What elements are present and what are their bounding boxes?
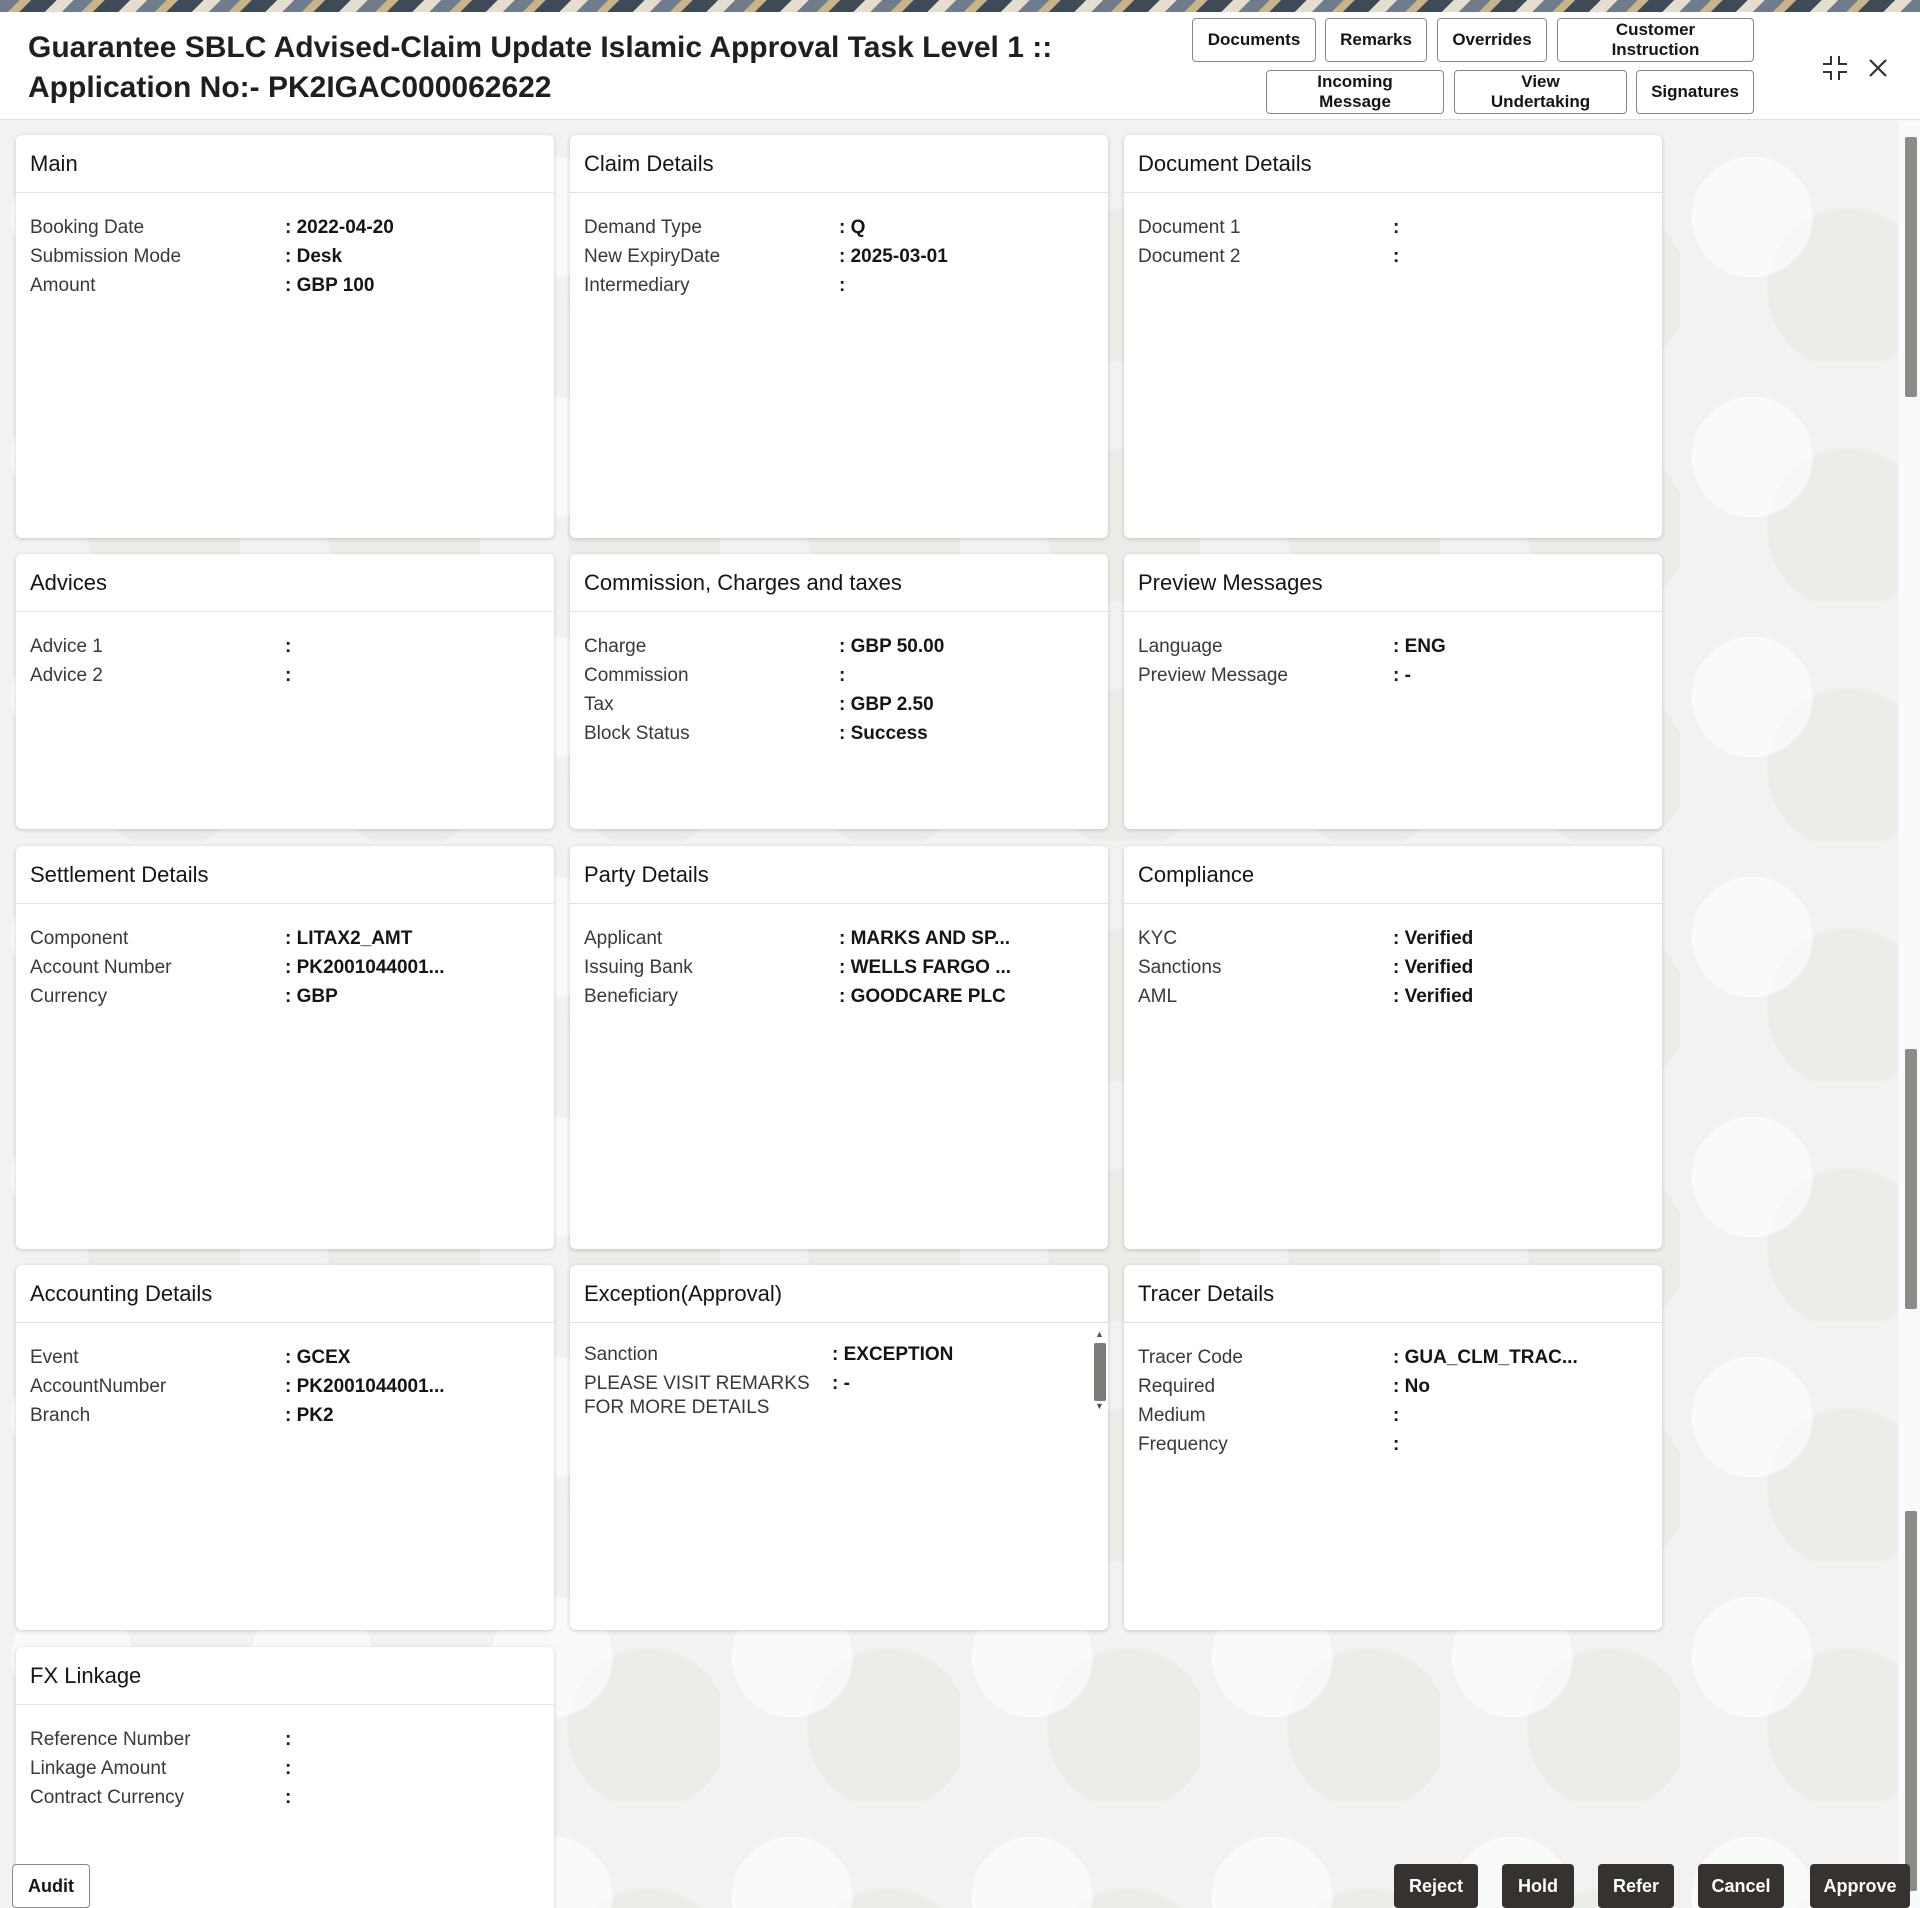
field-label: Medium — [1138, 1405, 1206, 1426]
card-title: Settlement Details — [16, 846, 554, 904]
field-label: Document 1 — [1138, 217, 1241, 238]
commission-charges-card — [570, 554, 1108, 829]
field-value: : GBP — [285, 986, 338, 1007]
field-label: Account Number — [30, 957, 172, 978]
field-value: : Q — [839, 217, 866, 238]
card-title: Commission, Charges and taxes — [570, 554, 1108, 612]
field-value: : — [1393, 1434, 1400, 1455]
field-label: Booking Date — [30, 217, 145, 238]
party-details-card — [570, 846, 1108, 1249]
main-card — [16, 135, 554, 538]
scroll-thumb[interactable] — [1905, 1049, 1917, 1309]
field-label: AML — [1138, 986, 1178, 1007]
field-row — [584, 924, 1094, 953]
field-value: : MARKS AND SP... — [839, 928, 1011, 949]
field-label: Intermediary — [584, 275, 690, 296]
field-label: Tracer Code — [1138, 1347, 1243, 1368]
field-value: : GBP 100 — [285, 275, 375, 296]
field-label: Advice 2 — [30, 665, 103, 686]
field-value: : — [285, 636, 292, 657]
customer-instruction-button[interactable]: Customer Instruction — [1557, 18, 1754, 62]
field-value: : — [285, 665, 292, 686]
field-label: Currency — [30, 986, 108, 1007]
field-row — [1138, 1372, 1648, 1401]
card-title: Advices — [16, 554, 554, 612]
field-label: Block Status — [584, 723, 690, 744]
top-decorative-strip — [0, 0, 1920, 12]
remarks-button[interactable]: Remarks — [1325, 18, 1427, 62]
scroll-thumb[interactable] — [1905, 1511, 1917, 1891]
card-title: FX Linkage — [16, 1647, 554, 1705]
field-row — [584, 632, 1094, 661]
scroll-thumb[interactable] — [1094, 1343, 1106, 1401]
card-title: Document Details — [1124, 135, 1662, 193]
field-label: Language — [1138, 636, 1223, 657]
field-value: : Desk — [285, 246, 343, 267]
card-title: Tracer Details — [1124, 1265, 1662, 1323]
field-label: Amount — [30, 275, 96, 296]
field-row — [584, 719, 1094, 748]
overrides-button[interactable]: Overrides — [1437, 18, 1547, 62]
field-value: : 2025-03-01 — [839, 246, 948, 267]
field-value: : GOODCARE PLC — [839, 986, 1006, 1007]
fx-linkage-card — [16, 1647, 554, 1908]
field-row — [1138, 1430, 1648, 1459]
field-label: Preview Message — [1138, 665, 1288, 686]
field-value: : Success — [839, 723, 928, 744]
audit-button[interactable]: Audit — [12, 1864, 90, 1908]
field-value: : LITAX2_AMT — [285, 928, 413, 949]
field-row — [30, 1783, 540, 1812]
field-row — [1138, 661, 1648, 690]
field-row — [1138, 632, 1648, 661]
field-row — [30, 1372, 540, 1401]
cancel-button[interactable]: Cancel — [1698, 1864, 1784, 1908]
field-row — [30, 1343, 540, 1372]
card-title: Main — [16, 135, 554, 193]
field-row — [1138, 953, 1648, 982]
page-title-line-1: Guarantee SBLC Advised-Claim Update Islamic Approval Task Level 1 :: — [28, 31, 1053, 64]
field-label: New ExpiryDate — [584, 246, 721, 267]
field-value: : Verified — [1393, 928, 1474, 949]
card-title: Claim Details — [570, 135, 1108, 193]
field-value: : GBP 50.00 — [839, 636, 945, 657]
field-label: Sanctions — [1138, 957, 1222, 978]
field-label: Event — [30, 1347, 79, 1368]
exception-list[interactable] — [570, 1323, 1108, 1418]
field-value: : PK2001044001... — [285, 957, 445, 978]
field-value: : — [839, 665, 846, 686]
field-row — [30, 924, 540, 953]
field-row — [584, 953, 1094, 982]
field-row — [30, 1401, 540, 1430]
page-title — [28, 28, 1148, 108]
hold-button[interactable]: Hold — [1502, 1864, 1574, 1908]
field-value: : No — [1393, 1376, 1430, 1397]
field-row — [584, 690, 1094, 719]
field-row — [584, 271, 1094, 300]
field-row — [1138, 213, 1648, 242]
field-value: : — [1393, 1405, 1400, 1426]
field-label: Required — [1138, 1376, 1216, 1397]
field-row — [1138, 242, 1648, 271]
field-label: Contract Currency — [30, 1787, 185, 1808]
main-content — [0, 121, 1898, 1908]
close-icon[interactable] — [1860, 50, 1896, 86]
incoming-message-button[interactable]: Incoming Message — [1266, 70, 1444, 114]
field-label: Reference Number — [30, 1729, 191, 1750]
field-row — [1138, 924, 1648, 953]
approve-button[interactable]: Approve — [1810, 1864, 1910, 1908]
field-label: Tax — [584, 694, 614, 715]
field-row — [584, 982, 1094, 1011]
field-row — [584, 242, 1094, 271]
field-value: : — [1393, 246, 1400, 267]
field-value: : — [1393, 217, 1400, 238]
view-undertaking-button[interactable]: View Undertaking — [1454, 70, 1627, 114]
field-value: : — [285, 1729, 292, 1750]
field-label: Issuing Bank — [584, 957, 693, 978]
field-value: : — [285, 1758, 292, 1779]
field-row — [30, 632, 540, 661]
documents-button[interactable]: Documents — [1192, 18, 1316, 62]
field-label: Component — [30, 928, 129, 949]
reject-button[interactable]: Reject — [1394, 1864, 1478, 1908]
field-value: : PK2001044001... — [285, 1376, 445, 1397]
field-value: : Verified — [1393, 986, 1474, 1007]
field-value: : - — [832, 1373, 850, 1394]
field-row — [30, 661, 540, 690]
compliance-card — [1124, 846, 1662, 1249]
preview-messages-card — [1124, 554, 1662, 829]
settlement-details-card — [16, 846, 554, 1249]
field-label: Applicant — [584, 928, 663, 949]
exception-approval-card — [570, 1265, 1108, 1630]
claim-details-card — [570, 135, 1108, 538]
field-row — [30, 1754, 540, 1783]
field-label: KYC — [1138, 928, 1178, 949]
field-label: Submission Mode — [30, 246, 182, 267]
field-value: : — [839, 275, 846, 296]
document-details-card — [1124, 135, 1662, 538]
field-label: Advice 1 — [30, 636, 103, 657]
field-row — [1138, 1401, 1648, 1430]
field-label: PLEASE VISIT REMARKS FOR MORE DETAILS — [584, 1373, 810, 1418]
field-row — [30, 213, 540, 242]
field-value: : Verified — [1393, 957, 1474, 978]
scroll-thumb[interactable] — [1905, 137, 1917, 397]
field-row — [584, 661, 1094, 690]
field-label: Branch — [30, 1405, 91, 1426]
field-row — [584, 213, 1094, 242]
field-label: Demand Type — [584, 217, 702, 238]
page-title-line-2: Application No:- PK2IGAC000062622 — [28, 71, 552, 104]
card-title: Party Details — [570, 846, 1108, 904]
field-label: AccountNumber — [30, 1376, 167, 1397]
field-value: : - — [1393, 665, 1411, 686]
card-title: Preview Messages — [1124, 554, 1662, 612]
card-title: Compliance — [1124, 846, 1662, 904]
tracer-details-card — [1124, 1265, 1662, 1630]
page-header — [0, 12, 1920, 120]
field-row — [30, 1725, 540, 1754]
field-value: : — [285, 1787, 292, 1808]
field-value: : PK2 — [285, 1405, 334, 1426]
field-row — [1138, 1343, 1648, 1372]
field-row — [30, 953, 540, 982]
field-label: Sanction — [584, 1344, 658, 1365]
refer-button[interactable]: Refer — [1598, 1864, 1674, 1908]
advices-card — [16, 554, 554, 829]
scroll-up-icon[interactable]: ▲ — [1095, 1329, 1104, 1339]
field-row — [1138, 982, 1648, 1011]
field-value: : 2022-04-20 — [285, 217, 394, 238]
card-title: Accounting Details — [16, 1265, 554, 1323]
scroll-down-icon[interactable]: ▼ — [1095, 1401, 1104, 1411]
field-row — [30, 982, 540, 1011]
field-row — [30, 242, 540, 271]
field-label: Beneficiary — [584, 986, 678, 1007]
field-value: : GUA_CLM_TRAC... — [1393, 1347, 1578, 1368]
field-label: Commission — [584, 665, 689, 686]
field-value: : GCEX — [285, 1347, 351, 1368]
page-scrollbar[interactable] — [1899, 121, 1920, 1908]
field-value: : ENG — [1393, 636, 1446, 657]
field-value: : EXCEPTION — [832, 1344, 954, 1365]
field-label: Document 2 — [1138, 246, 1241, 267]
field-row — [584, 1372, 1094, 1420]
accounting-details-card — [16, 1265, 554, 1630]
field-label: Frequency — [1138, 1434, 1228, 1455]
field-row — [584, 1343, 1094, 1367]
exception-scrollbar[interactable] — [1092, 1329, 1106, 1411]
field-label: Charge — [584, 636, 647, 657]
field-row — [30, 271, 540, 300]
field-label: Linkage Amount — [30, 1758, 167, 1779]
collapse-icon[interactable] — [1817, 50, 1853, 86]
card-title: Exception(Approval) — [570, 1265, 1108, 1323]
field-value: : GBP 2.50 — [839, 694, 934, 715]
signatures-button[interactable]: Signatures — [1636, 70, 1754, 114]
field-value: : WELLS FARGO ... — [839, 957, 1012, 978]
